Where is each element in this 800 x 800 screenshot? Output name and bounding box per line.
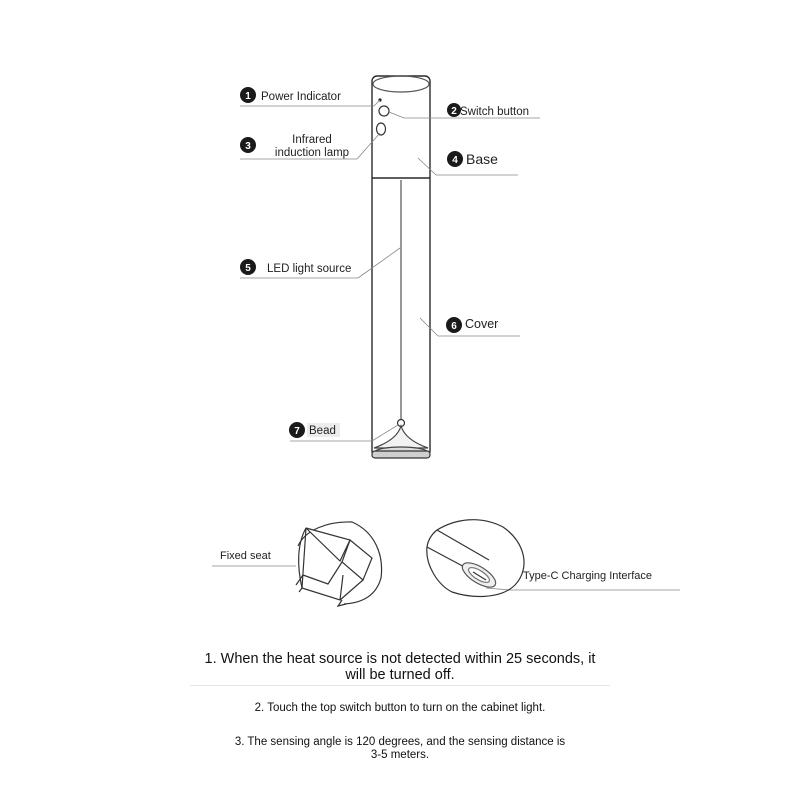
switch-button-shape	[379, 106, 389, 116]
callout-4-number: 4	[452, 155, 458, 166]
note-1	[150, 651, 650, 686]
note-1-line1: 1. When the heat source is not detected within 25 seconds, it	[204, 651, 596, 667]
callout-2	[447, 103, 529, 118]
callout-7-number: 7	[294, 426, 300, 437]
callout-6-label: Cover	[465, 317, 499, 331]
callout-3	[240, 134, 349, 159]
callout-5	[240, 259, 351, 275]
callout-3-label-line2: induction lamp	[274, 147, 350, 159]
callout-3-number: 3	[245, 141, 251, 152]
callout-7	[289, 422, 340, 438]
callout-2-label: Switch button	[460, 106, 530, 118]
callout-5-label: LED light source	[267, 263, 352, 275]
callout-4-label: Base	[466, 151, 498, 167]
note-3	[150, 736, 650, 762]
note-1-line2: will be turned off.	[345, 667, 455, 683]
callout-7-label: Bead	[309, 425, 336, 437]
note-3-line1: 3. The sensing angle is 120 degrees, and the sensing distance is	[234, 736, 566, 748]
note-3-line2: 3-5 meters.	[370, 749, 430, 761]
callout-4	[447, 151, 498, 167]
note-1-underline	[190, 685, 610, 686]
callout-6	[446, 317, 498, 333]
fixed-seat-label: Fixed seat	[220, 550, 271, 562]
callout-1-label: Power Indicator	[261, 91, 341, 103]
callout-1	[240, 87, 341, 103]
callout-3-label-line1: Infrared	[292, 134, 332, 146]
fixed-seat-detail	[220, 522, 382, 606]
charging-detail	[427, 520, 652, 597]
infrared-lamp-shape	[377, 123, 386, 135]
callout-1-number: 1	[245, 91, 251, 102]
callout-2-number: 2	[451, 106, 457, 117]
callout-6-number: 6	[451, 321, 457, 332]
charging-label: Type-C Charging Interface	[523, 570, 653, 582]
note-2: 2. Touch the top switch button to turn on the cabinet light.	[254, 702, 546, 714]
callout-5-number: 5	[245, 263, 251, 274]
